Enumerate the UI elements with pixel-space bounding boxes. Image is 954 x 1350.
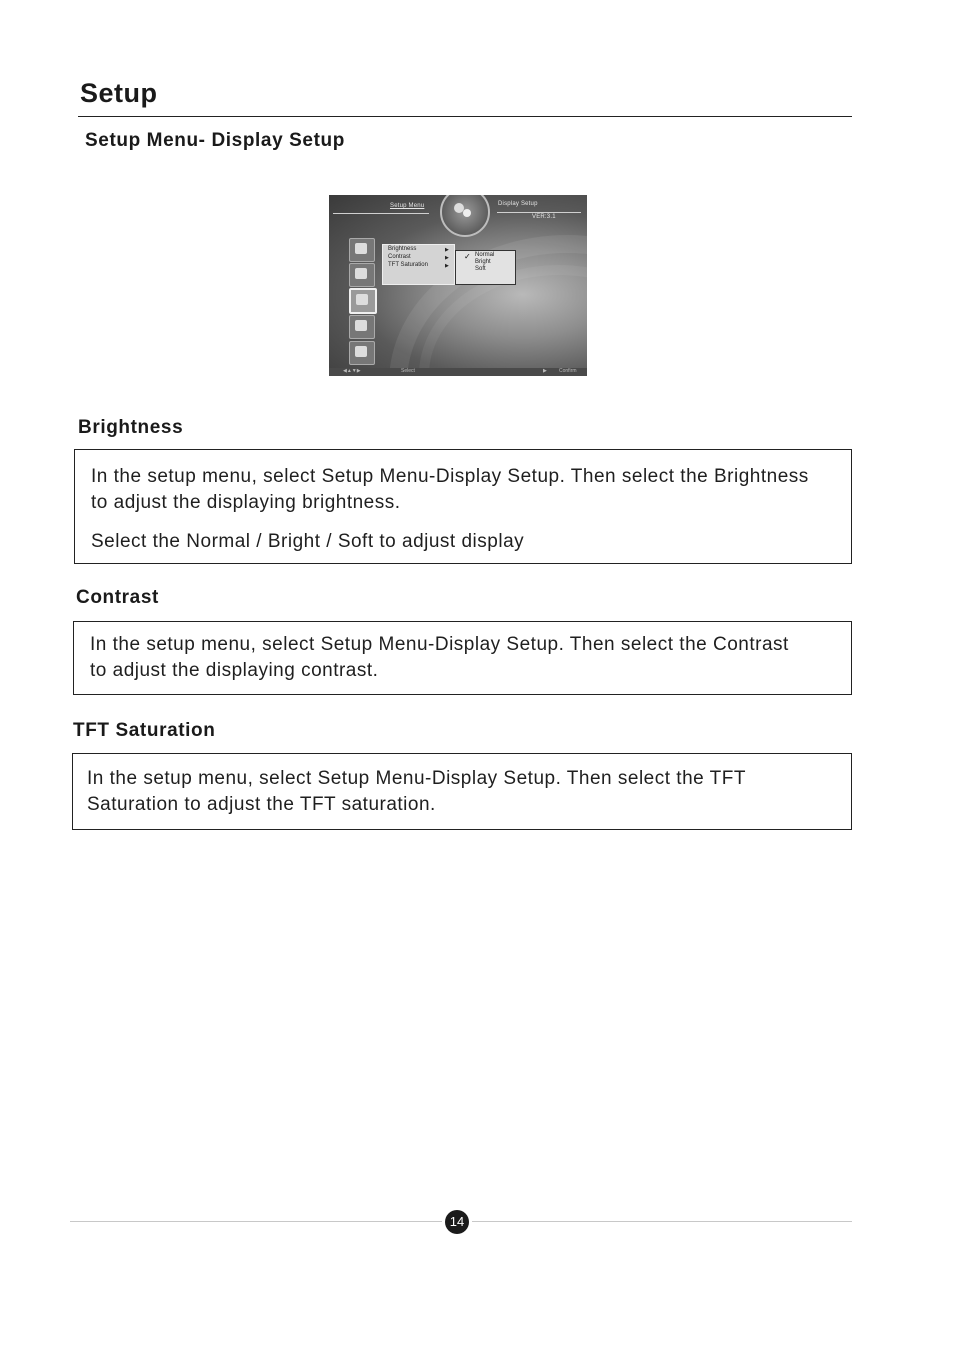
submenu-item-soft: Soft	[475, 266, 486, 272]
version-label: VER:3.1	[532, 214, 556, 220]
exit-icon-glyph	[355, 346, 367, 357]
exit-icon	[349, 341, 375, 365]
section-heading-tft-saturation: TFT Saturation	[73, 720, 216, 741]
display-setup-icon	[349, 288, 377, 314]
setup-menu-screenshot	[329, 195, 587, 376]
nav-arrows-icon: ◀▲▼▶	[343, 368, 361, 374]
bottom-confirm-label: Confirm	[559, 368, 577, 374]
page-number: 14	[445, 1210, 469, 1234]
display-setup-icon-glyph	[356, 294, 368, 305]
tab-underline-right	[497, 212, 581, 213]
settings-icon	[349, 315, 375, 339]
section-heading-brightness: Brightness	[78, 417, 184, 438]
submenu-item-bright: Bright	[475, 259, 491, 265]
brightness-description-box	[74, 449, 852, 564]
contrast-paragraph: In the setup menu, select Setup Menu-Display Setup. Then select the Contrast to adjust the displaying contrast.	[90, 634, 789, 681]
tab-underline-left	[333, 213, 429, 214]
gear-icon	[440, 195, 490, 237]
menu-item-brightness: Brightness	[388, 246, 417, 252]
tft-saturation-description-box	[72, 753, 852, 830]
title-divider	[78, 116, 852, 117]
footer-rule-left	[70, 1221, 442, 1222]
brightness-paragraph: In the setup menu, select Setup Menu-Display Setup. Then select the Brightness to adjust the displaying brightness.	[91, 466, 809, 513]
brightness-paragraph-2: Select the Normal / Bright / Soft to adjust display	[91, 531, 525, 552]
gear-cog-small	[463, 209, 471, 217]
video-icon-glyph	[355, 268, 367, 279]
tab-display-setup: Display Setup	[498, 201, 538, 207]
bottom-select-label: Select	[401, 368, 415, 374]
arrow-right-icon: ▶	[445, 255, 449, 261]
arrow-right-icon: ▶	[445, 263, 449, 269]
arrow-right-icon: ▶	[445, 247, 449, 253]
play-icon: ▶	[543, 368, 547, 374]
menu-item-tft-saturation: TFT Saturation	[388, 262, 428, 268]
screenshot-bottom-bar	[329, 368, 587, 376]
tab-setup-menu: Setup Menu	[390, 203, 425, 209]
submenu-item-normal: Normal	[475, 252, 495, 258]
settings-icon-glyph	[355, 320, 367, 331]
page-subtitle: Setup Menu- Display Setup	[85, 130, 345, 151]
audio-icon	[349, 238, 375, 262]
contrast-description-box	[73, 621, 852, 695]
section-heading-contrast: Contrast	[76, 587, 159, 608]
menu-item-contrast: Contrast	[388, 254, 411, 260]
audio-icon-glyph	[355, 243, 367, 254]
tft-saturation-paragraph: In the setup menu, select Setup Menu-Display Setup. Then select the TFT Saturation to adjust the TFT saturation.	[87, 768, 746, 815]
footer-rule-right	[472, 1221, 852, 1222]
checkmark-icon: ✓	[464, 252, 471, 261]
video-icon	[349, 263, 375, 287]
page-title: Setup	[80, 78, 158, 108]
display-setup-menu	[382, 244, 455, 285]
brightness-submenu	[455, 250, 516, 285]
